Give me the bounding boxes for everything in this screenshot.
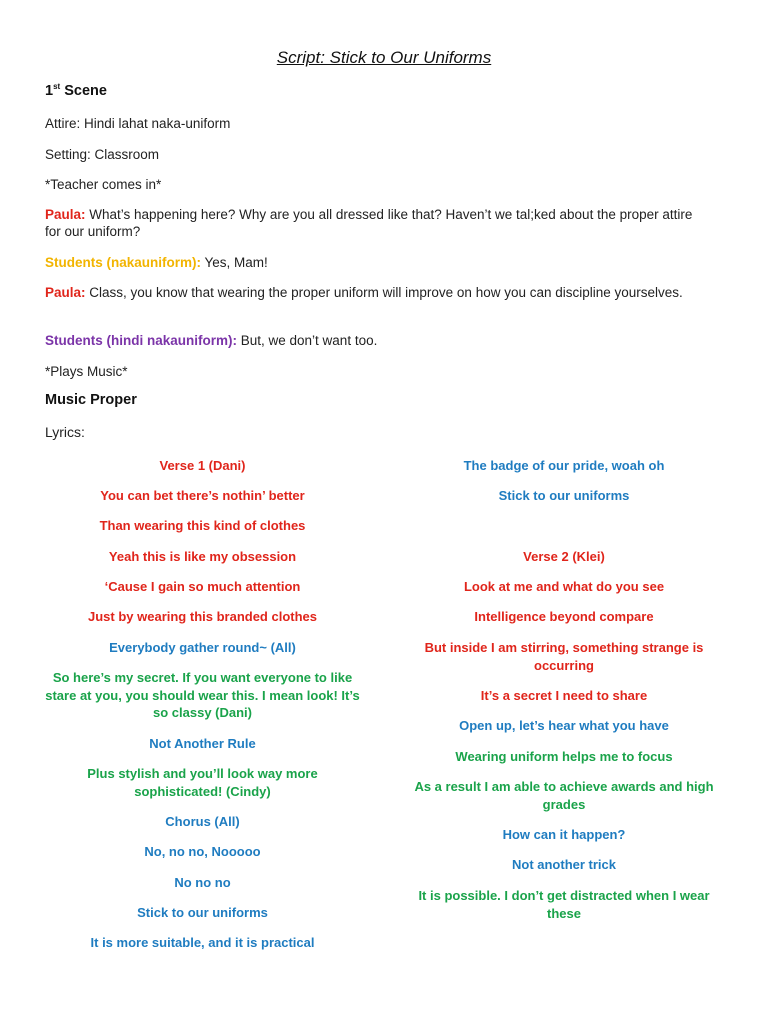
- setting-line: Setting: Classroom: [45, 147, 160, 162]
- lyric-line: Not Another Rule: [149, 736, 256, 751]
- lyric-line: How can it happen?: [502, 827, 626, 842]
- dialogue-line: [45, 284, 705, 301]
- lyric-line: Not another trick: [511, 857, 616, 872]
- dialogue-text: Class, you know that wearing the proper uniform will improve on how you can discipline yourselves.: [85, 285, 683, 300]
- lyric-line: It is possible. I don’t get distracted when I wear these: [418, 888, 710, 921]
- dialogue-text: But, we don’t want too.: [237, 333, 378, 348]
- page-title: Script: Stick to Our Uniforms: [276, 48, 492, 67]
- lyric-line: Intelligence beyond compare: [474, 609, 654, 624]
- scene-number-suffix: st: [53, 82, 61, 91]
- music-heading: Music Proper: [45, 392, 137, 408]
- dialogue-line: [45, 206, 705, 240]
- lyric-line: Wearing uniform helps me to focus: [455, 749, 673, 764]
- lyric-line: As a result I am able to achieve awards and high grades: [414, 779, 714, 812]
- lyric-line: Verse 2 (Klei): [523, 549, 605, 564]
- lyric-line: Yeah this is like my obsession: [108, 549, 297, 564]
- lyric-line: Verse 1 (Dani): [159, 458, 246, 473]
- speaker-label: Paula:: [45, 285, 86, 300]
- lyric-line: Look at me and what do you see: [463, 579, 665, 594]
- lyric-line: The badge of our pride, woah oh: [463, 458, 665, 473]
- lyric-line: It’s a secret I need to share: [480, 688, 648, 703]
- dialogue-line: [45, 332, 705, 349]
- speaker-label: Paula:: [45, 207, 86, 222]
- lyric-line: So here’s my secret. If you want everyone to like stare at you, you should wear this. I mean look! It’s so classy (Dani): [45, 670, 360, 720]
- lyric-line: But inside I am stirring, something strange is occurring: [424, 640, 704, 673]
- lyric-line: Chorus (All): [165, 814, 240, 829]
- lyric-line: Open up, let’s hear what you have: [459, 718, 669, 733]
- dialogue-text: Yes, Mam!: [201, 255, 268, 270]
- lyrics-label: Lyrics:: [45, 424, 85, 440]
- scene-word: Scene: [64, 82, 107, 99]
- lyric-line: ‘Cause I gain so much attention: [104, 579, 301, 594]
- lyric-line: No no no: [174, 875, 231, 890]
- lyric-line: Plus stylish and you’ll look way more sophisticated! (Cindy): [87, 766, 318, 799]
- plays-music-line: *Plays Music*: [45, 364, 128, 379]
- dialogue-text: What’s happening here? Why are you all dressed like that? Haven’t we tal;ked about the proper attire for our uniform?: [45, 207, 693, 239]
- lyric-line: Just by wearing this branded clothes: [88, 609, 317, 624]
- attire-line: Attire: Hindi lahat naka-uniform: [45, 116, 231, 131]
- lyric-line: Stick to our uniforms: [498, 488, 630, 503]
- lyric-line: No, no no, Nooooo: [144, 844, 261, 859]
- speaker-label: Students (hindi nakauniform):: [45, 333, 237, 348]
- lyric-line: You can bet there’s nothin’ better: [100, 488, 305, 503]
- speaker-label: Students (nakauniform):: [45, 255, 202, 270]
- lyric-line: Stick to our uniforms: [137, 905, 268, 920]
- lyric-line: It is more suitable, and it is practical: [90, 935, 315, 950]
- lyric-line: Than wearing this kind of clothes: [99, 518, 306, 533]
- lyric-line: Everybody gather round~ (All): [109, 640, 296, 655]
- dialogue-line: [45, 254, 705, 271]
- scene-heading: [45, 82, 107, 99]
- scene-number: 1: [45, 82, 54, 99]
- teacher-action-line: *Teacher comes in*: [45, 177, 162, 192]
